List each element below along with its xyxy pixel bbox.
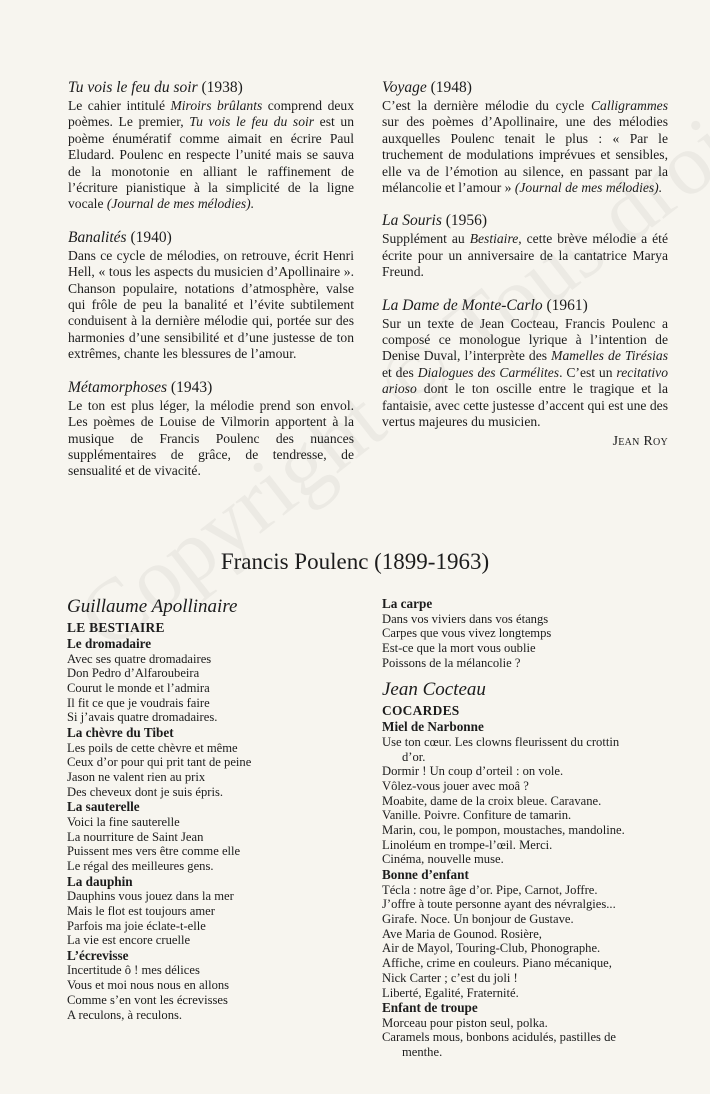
verse-line: Jason ne valent rien au prix [67, 769, 206, 784]
verse-line: Dans vos viviers dans vos étangs [382, 611, 549, 626]
verse-line: Dormir ! Un coup d’orteil : on vole. [382, 764, 564, 779]
notices-left-column [68, 78, 354, 495]
verse-line: Morceau pour piston seul, polka. [382, 1015, 548, 1030]
verse-line: Don Pedro d’Alfaroubeira [67, 666, 200, 681]
verse-line: Courut le monde et l’admira [67, 680, 210, 695]
notice-text: Dans ce cycle de mélodies, on retrouve, écrit Henri Hell, « tous les aspects du musicien d’Apollinaire ». Chanson populaire, notations d’atmosphère, valse qui frôle de peu la banalité et l’évite subtilement conduisent à la dernière mélodie qui, portée sur des harmonies d’une sensibilité et d’une justesse de ton extrêmes, chante les blessures de l’amour. [68, 247, 354, 362]
verse-line: Air de Mayol, Touring-Club, Phonographe. [382, 941, 601, 956]
verse-line: Avec ses quatre dromadaires [67, 651, 212, 666]
notice-year: (1961) [546, 296, 588, 314]
notice-work-title: La Dame de Monte-Carlo [382, 296, 543, 314]
verse-line: Técla : notre âge d’or. Pipe, Carnot, Joffre. [382, 882, 598, 897]
notice-year: (1956) [445, 212, 488, 230]
notice-body [382, 316, 668, 431]
notice-text: Supplément au [382, 231, 470, 247]
notice [68, 378, 354, 480]
notices-right-column [382, 78, 668, 464]
verse-line: Girafe. Noce. Un bonjour de Gustave. [382, 912, 574, 927]
notice-italic-text: (Journal de mes mélodies). [514, 180, 663, 196]
verse-line: Ceux d’or pour qui prit tant de peine [67, 755, 252, 770]
verse-line: Linoléum en trompe-l’œil. Merci. [382, 837, 553, 852]
verse-line: Il fit ce que je voudrais faire [67, 695, 210, 710]
notice-text: . C’est un [559, 364, 617, 380]
song-title: Miel de Narbonne [382, 719, 484, 735]
notice-body [68, 98, 354, 213]
notice-italic-text: Miroirs brûlants [170, 98, 263, 113]
verse-line: Vous et moi nous nous en allons [67, 978, 230, 993]
verse-line: Caramels mous, bonbons acidulés, pastilles de [382, 1030, 616, 1045]
verse-line: Carpes que vous vivez longtemps [382, 626, 552, 641]
notice [68, 78, 354, 213]
poet-name: Jean Cocteau [382, 679, 486, 701]
song-list [67, 636, 362, 1022]
poet-name: Guillaume Apollinaire [67, 596, 238, 617]
verse-line: Cinéma, nouvelle muse. [382, 852, 504, 867]
song-title: Le dromadaire [67, 636, 152, 651]
verse-line: Moabite, dame de la croix bleue. Caravane. [382, 793, 602, 808]
song-title: La dauphin [67, 873, 133, 889]
verse-line: La nourriture de Saint Jean [67, 829, 204, 844]
notice-text: Le ton est plus léger, la mélodie prend son envol. Les poèmes de Louise de Vilmorin apportent à la musique de Francis Poulenc des nuances supplémentaires de grâce, de tendresse, de sensualité et de vivacité. [68, 397, 354, 479]
verse-line: A reculons, à reculons. [67, 1007, 183, 1022]
song-carpe [382, 596, 677, 670]
notice [382, 211, 668, 280]
song-title: La sauterelle [67, 799, 140, 815]
notice-work-title: La Souris [382, 212, 442, 230]
notice [382, 78, 668, 196]
verse-line: Incertitude ô ! mes délices [67, 963, 200, 978]
notice-year: (1948) [430, 79, 472, 96]
page-title: Francis Poulenc (1899-1963) [220, 549, 490, 574]
song-texts-left-column [67, 595, 362, 1022]
notice-year: (1938) [201, 79, 243, 96]
verse-line: Le régal des meilleures gens. [67, 858, 214, 873]
verse-line: Mais le flot est toujours amer [67, 903, 215, 918]
verse-line: J’offre à toute personne ayant des névralgies... [382, 897, 616, 912]
cycle-title: COCARDES [382, 703, 460, 719]
notice-italic-text: Dialogues des Carmélites [417, 364, 560, 380]
verse-line: Liberté, Egalité, Fraternité. [382, 985, 519, 1000]
notice-title [382, 78, 668, 97]
notice-title [68, 378, 354, 397]
signature: Jean Roy [612, 432, 668, 448]
cycle-title: LE BESTIAIRE [67, 620, 165, 635]
notice-text: , cette brève mélodie a été écrite pour un anniversaire de la cantatrice Marya Freund. [382, 231, 668, 280]
notice-body [68, 248, 354, 363]
verse-line: Ave Maria de Gounod. Rosière, [382, 926, 542, 941]
notice-year: (1940) [130, 228, 172, 246]
notice-text: comprend deux poèmes. Le premier, [68, 98, 354, 130]
verse-line: Comme s’en vont les écrevisses [67, 992, 228, 1007]
notice-title [68, 78, 354, 97]
verse-line: Les poils de cette chèvre et même [67, 740, 238, 755]
notice-work-title: Banalités [68, 228, 127, 246]
verse-line: Parfois ma joie éclate-t-elle [67, 918, 206, 933]
notice-body [382, 231, 668, 280]
verse-line: La vie est encore cruelle [67, 933, 191, 948]
notice-italic-text: recitativo arioso [382, 364, 668, 397]
notice [382, 296, 668, 449]
notice-body [68, 398, 354, 480]
song-texts-right-column [382, 596, 677, 1060]
song-title: La chèvre du Tibet [67, 725, 174, 741]
song-lines [382, 612, 677, 671]
verse-line: Affiche, crime en couleurs. Piano mécanique, [382, 956, 612, 971]
verse-line: Vôlez-vous jouer avec moâ ? [382, 778, 529, 793]
song-title: L’écrevisse [67, 947, 129, 963]
notice-italic-text: Bestiaire [469, 231, 519, 247]
verse-line: Voici la fine sauterelle [67, 814, 180, 829]
notice-title [382, 296, 668, 315]
notice-italic-text: Calligrammes [590, 98, 668, 113]
verse-line: Vanille. Poivre. Confiture de tamarin. [382, 808, 572, 823]
song-title: La carpe [382, 596, 433, 611]
song-title: Enfant de troupe [382, 1000, 478, 1016]
verse-line: Si j’avais quatre dromadaires. [67, 710, 218, 725]
notice-text: dont le ton oscille entre le tragique et la fantaisie, avec cette justesse d’accent qui est une des vertus majeures du musicien. [382, 381, 668, 430]
notice-italic-text: (Journal de mes mélodies). [106, 196, 255, 212]
verse-line: Poissons de la mélancolie ? [382, 655, 521, 670]
notice-year: (1943) [170, 378, 213, 396]
verse-line: Nick Carter ; c’est du joli ! [382, 970, 518, 985]
notice-work-title: Voyage [382, 79, 427, 96]
verse-line: Use ton cœur. Les clowns fleurissent du crottin [382, 734, 620, 749]
song-title: Bonne d’enfant [382, 867, 469, 883]
notice-text: C’est la dernière mélodie du cycle [382, 98, 591, 113]
verse-line: Dauphins vous jouez dans la mer [67, 889, 234, 904]
notice-text: Le cahier intitulé [68, 98, 171, 113]
notice-text: et des [382, 364, 418, 380]
notice-work-title: Tu vois le feu du soir [68, 79, 198, 96]
notice [68, 228, 354, 363]
notice-title [68, 228, 354, 247]
verse-line: Des cheveux dont je suis épris. [67, 784, 223, 799]
notice-italic-text: Tu vois le feu du soir [189, 114, 315, 130]
notice-work-title: Métamorphoses [68, 378, 168, 396]
notice-title [382, 211, 668, 230]
notice-text: Sur un texte de Jean Cocteau, Francis Poulenc a composé ce monologue lyrique à l’intention de Denise Duval, l’interprète des [382, 315, 668, 364]
notice-text: sur des poèmes d’Apollinaire, une des mélodies auxquelles Poulenc tenait le plus : « Par le truchement de modulations imprévues et sensibles, elle va de l’émotion au silence, en passant par la mélancolie et l’amour » [382, 114, 668, 196]
notice-italic-text: Mamelles de Tirésias [551, 348, 668, 364]
verse-line: d’or. [402, 749, 426, 764]
notice-body [382, 98, 668, 196]
verse-line: Marin, cou, le pompon, moustaches, mandoline. [382, 823, 625, 838]
verse-line: Est-ce que la mort vous oublie [382, 640, 536, 655]
verse-line: Puissent mes vers être comme elle [67, 844, 241, 859]
notice-text: est un poème énumératif comme aimait en écrire Paul Eludard. Poulenc en respecte l’unité mais se sauva de la monotonie en alliant le raffinement de l’écriture pianistique à la simplicité de la ligne vocale [68, 114, 355, 212]
verse-line: menthe. [402, 1045, 443, 1060]
song-list [382, 719, 677, 1060]
